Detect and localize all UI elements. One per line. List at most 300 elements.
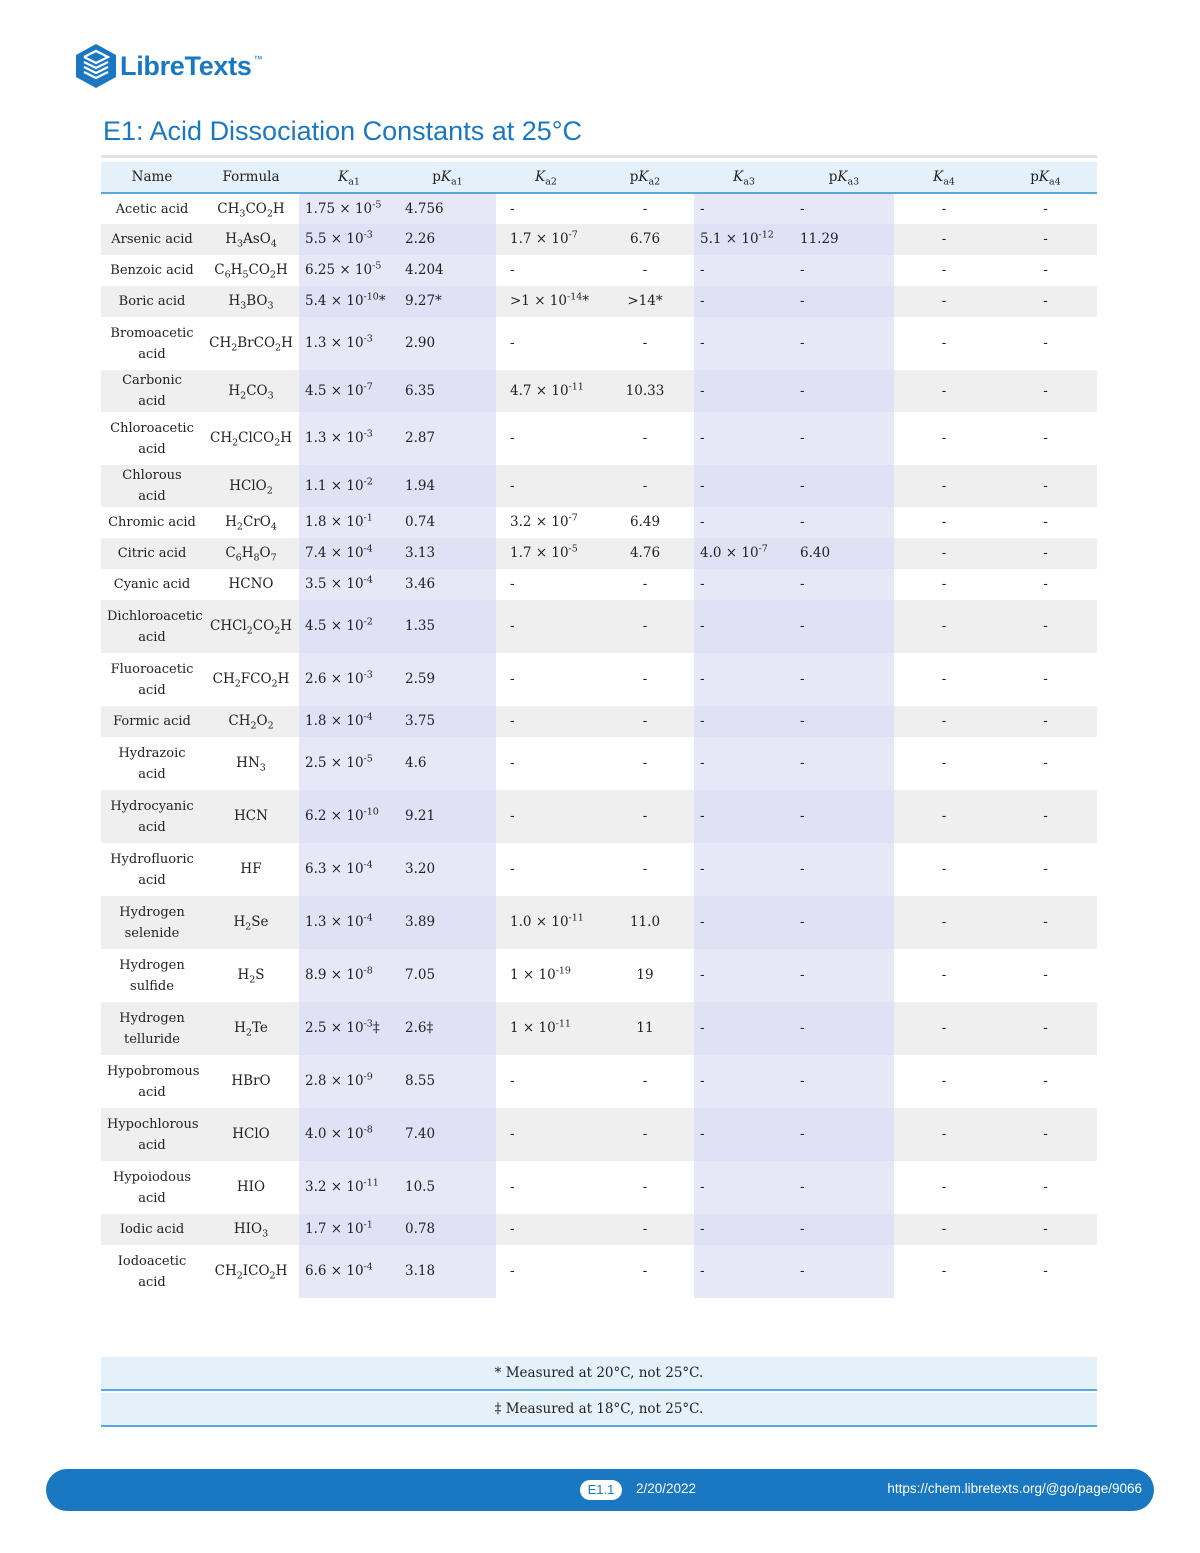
cell-ka3: -: [694, 1108, 794, 1161]
cell-pka4: -: [1043, 861, 1048, 877]
cell-pka4: -: [1043, 262, 1048, 278]
cell-formula: $CHCl_2CO_2H$: [203, 600, 299, 653]
cell-formula: $CH_2FCO_2H$: [212, 671, 290, 690]
cell-pka2: -: [596, 790, 694, 843]
cell-formula: $H_2Se$: [203, 896, 299, 949]
cell-pka1: 0.78: [399, 1214, 496, 1245]
cell-name: Acetic acid: [115, 201, 189, 217]
cell-ka4: -: [941, 576, 947, 592]
cell-pka3: -: [794, 1002, 894, 1055]
cell-ka1: $1.3 \times 10^{-3}$: [299, 412, 399, 465]
cell-pka3: -: [794, 255, 894, 286]
cell-name: Chloroacetic acid: [110, 420, 194, 457]
cell-ka4: -: [941, 755, 947, 771]
cell-pka2: -: [642, 671, 648, 687]
table-row: [101, 465, 1097, 507]
table-row: [101, 412, 1097, 465]
cell-ka3: -: [694, 569, 794, 600]
cell-ka4: -: [941, 1179, 947, 1195]
cell-ka1: $6.3 \times 10^{-4}$: [299, 843, 399, 896]
cell-ka1: $6.2 \times 10^{-10}$: [299, 790, 399, 843]
cell-pka3: -: [794, 1108, 894, 1161]
cell-name: Hydrofluoric acid: [110, 851, 194, 888]
cell-pka2: -: [642, 576, 648, 592]
cell-ka2: $1 \times 10^{-11}$: [496, 1002, 596, 1055]
cell-ka2: -: [510, 1073, 515, 1089]
cell-ka4: -: [894, 1002, 994, 1055]
cell-ka4: -: [894, 1108, 994, 1161]
table-row: [101, 1245, 1097, 1298]
cell-ka3: $5.1 \times 10^{-12}$: [694, 224, 794, 255]
cell-pka1: 7.05: [399, 949, 496, 1002]
table-row: [101, 538, 1097, 569]
cell-ka2: -: [496, 465, 596, 507]
cell-formula: HF: [240, 861, 262, 877]
cell-pka3: 11.29: [794, 224, 894, 255]
cell-pka2: -: [596, 600, 694, 653]
cell-name: Hydrocyanic acid: [101, 790, 203, 843]
table-row: [101, 600, 1097, 653]
cell-ka2: -: [510, 335, 515, 351]
cell-ka4: -: [894, 600, 994, 653]
header-formula: Formula: [203, 162, 299, 193]
cell-ka3: -: [694, 370, 794, 412]
cell-pka1: 3.20: [399, 843, 496, 896]
cell-name: Fluoroacetic acid: [110, 661, 194, 698]
cell-ka3: -: [694, 507, 794, 538]
cell-ka4: -: [894, 896, 994, 949]
cell-ka1: $1.8 \times 10^{-1}$: [299, 507, 399, 538]
cell-ka3: -: [694, 600, 794, 653]
cell-name: Hydrogen sulfide: [119, 957, 185, 994]
table-footnotes: [101, 1357, 1097, 1427]
cell-pka1: 2.87: [399, 412, 496, 465]
cell-ka3: -: [694, 706, 794, 737]
cell-ka3: -: [694, 286, 794, 317]
cell-pka2: -: [596, 706, 694, 737]
cell-pka3: -: [794, 193, 894, 224]
cell-pka4: -: [994, 896, 1097, 949]
cell-ka4: -: [894, 370, 994, 412]
cell-ka2: $>1 \times 10^{-14}*$: [496, 286, 596, 317]
cell-pka2: 6.76: [596, 224, 694, 255]
cell-pka3: -: [794, 1161, 894, 1214]
cell-ka1: $4.5 \times 10^{-7}$: [299, 370, 399, 412]
footnote-asterisk: * Measured at 20°C, not 25°C.: [101, 1357, 1097, 1391]
cell-formula: HCN: [203, 790, 299, 843]
cell-ka3: -: [694, 1002, 794, 1055]
cell-pka3: -: [794, 706, 894, 737]
cell-pka4: -: [994, 538, 1097, 569]
cell-pka4: -: [1043, 576, 1048, 592]
cell-name: Cyanic acid: [113, 577, 191, 592]
cell-pka4: -: [1043, 1073, 1048, 1089]
cell-pka3: -: [794, 412, 894, 465]
cell-ka2: -: [496, 790, 596, 843]
cell-formula: HClO$_2$: [203, 465, 299, 507]
cell-ka1: $1.3 \times 10^{-4}$: [299, 896, 399, 949]
cell-ka1: $5.5 \times 10^{-3}$: [299, 224, 399, 255]
cell-pka4: -: [1043, 335, 1048, 351]
cell-name: Benzoic acid: [110, 263, 194, 278]
cell-formula: $H_2S$: [237, 967, 265, 986]
table-row: [101, 706, 1097, 737]
cell-name: Hydrazoic acid: [118, 745, 186, 782]
cell-name: Formic acid: [101, 706, 203, 737]
cell-ka2: $1 \times 10^{-19}$: [510, 965, 571, 983]
cell-ka1: $1.8 \times 10^{-4}$: [299, 706, 399, 737]
cell-ka4: -: [894, 465, 994, 507]
cell-ka4: -: [941, 671, 947, 687]
cell-ka4: -: [894, 538, 994, 569]
cell-name: Hydrogen selenide: [101, 896, 203, 949]
header-name: Name: [101, 162, 203, 193]
cell-ka4: -: [941, 262, 947, 278]
cell-name: Chromic acid: [108, 515, 196, 530]
cell-ka4: -: [941, 335, 947, 351]
cell-ka2: -: [496, 600, 596, 653]
cell-pka4: -: [1043, 755, 1048, 771]
cell-ka1: $1.1 \times 10^{-2}$: [299, 465, 399, 507]
cell-ka2: $1.7 \times 10^{-7}$: [496, 224, 596, 255]
header-pka2: $pK_{a2}$: [596, 162, 694, 193]
cell-pka4: -: [994, 600, 1097, 653]
cell-formula: $CH_3CO_2H$: [217, 200, 285, 220]
cell-pka2: -: [642, 755, 648, 771]
cell-name: Hypobromous acid: [107, 1063, 200, 1100]
cell-ka1: $6.6 \times 10^{-4}$: [299, 1245, 399, 1298]
header-ka4: $K_{a4}$: [894, 162, 994, 193]
cell-pka2: -: [642, 1263, 648, 1279]
cell-ka3: -: [694, 653, 794, 706]
cell-pka2: -: [642, 1073, 648, 1089]
cell-formula: $H_2CO_3$: [203, 370, 299, 412]
cell-name: Iodic acid: [101, 1214, 203, 1245]
cell-ka4: -: [941, 514, 947, 530]
cell-pka4: -: [994, 465, 1097, 507]
cell-formula: $H_2CrO_4$: [225, 514, 277, 533]
cell-pka2: 6.49: [629, 514, 661, 530]
cell-ka4: -: [894, 224, 994, 255]
footer-date: 2/20/2022: [636, 1481, 697, 1496]
cell-ka2: -: [510, 671, 515, 687]
cell-name: Chlorous acid: [101, 465, 203, 507]
cell-ka2: -: [510, 1179, 515, 1195]
footnote-double-dagger: ‡ Measured at 18°C, not 25°C.: [101, 1393, 1097, 1427]
cell-name: Hypoiodous acid: [112, 1169, 191, 1206]
table-row: [101, 1055, 1097, 1108]
cell-pka3: -: [794, 653, 894, 706]
cell-pka1: 4.204: [399, 255, 496, 286]
cell-name: Iodoacetic acid: [117, 1253, 187, 1290]
cell-ka1: $1.3 \times 10^{-3}$: [299, 317, 399, 370]
table-row: [101, 317, 1097, 370]
table-row: [101, 1161, 1097, 1214]
cell-formula: HBrO: [231, 1073, 271, 1089]
table-body: [101, 193, 1097, 1298]
cell-ka4: -: [941, 1073, 947, 1089]
table-row: [101, 224, 1097, 255]
cell-ka3: -: [694, 1245, 794, 1298]
cell-pka3: -: [794, 896, 894, 949]
cell-pka1: 3.13: [399, 538, 496, 569]
cell-formula: $H_2Te$: [203, 1002, 299, 1055]
cell-pka2: -: [642, 262, 648, 278]
cell-ka3: -: [694, 896, 794, 949]
cell-pka2: 4.76: [596, 538, 694, 569]
cell-formula: $HN_3$: [236, 755, 266, 774]
cell-ka2: $3.2 \times 10^{-7}$: [510, 512, 578, 530]
cell-ka2: -: [510, 200, 515, 217]
cell-pka2: -: [642, 430, 648, 446]
cell-pka3: -: [794, 317, 894, 370]
table-row: [101, 255, 1097, 286]
table-row: [101, 653, 1097, 706]
cell-ka3: -: [694, 1214, 794, 1245]
cell-name: Hypochlorous acid: [101, 1108, 203, 1161]
cell-pka4: -: [1043, 967, 1048, 983]
cell-ka1: $4.0 \times 10^{-8}$: [299, 1108, 399, 1161]
table-header-row: [101, 162, 1097, 193]
cell-ka4: -: [894, 790, 994, 843]
cell-pka1: 9.27*: [399, 286, 496, 317]
cell-pka3: -: [794, 507, 894, 538]
cell-ka2: -: [510, 576, 515, 592]
cell-ka4: -: [941, 200, 947, 217]
cell-ka4: -: [941, 967, 947, 983]
cell-pka2: -: [596, 1108, 694, 1161]
brand-name: LibreTexts: [120, 50, 252, 81]
cell-pka4: -: [1043, 1179, 1048, 1195]
header-pka3: $pK_{a3}$: [794, 162, 894, 193]
cell-pka1: 8.55: [399, 1055, 496, 1108]
cell-name: Hydrogen telluride: [101, 1002, 203, 1055]
cell-ka2: -: [496, 706, 596, 737]
cell-ka4: -: [941, 430, 947, 446]
libretexts-logo[interactable]: [74, 40, 263, 92]
cell-pka1: 3.18: [399, 1245, 496, 1298]
cell-pka1: 7.40: [399, 1108, 496, 1161]
cell-formula: HClO: [203, 1108, 299, 1161]
cell-formula: HCNO: [228, 576, 274, 592]
cell-pka1: 6.35: [399, 370, 496, 412]
table-row: [101, 790, 1097, 843]
cell-pka1: 1.35: [399, 600, 496, 653]
cell-pka4: -: [1043, 671, 1048, 687]
cell-pka1: 2.6‡: [399, 1002, 496, 1055]
cell-pka4: -: [1043, 1263, 1048, 1279]
page-footer: [46, 1469, 1154, 1511]
libretexts-logo-icon: [74, 42, 118, 90]
cell-pka2: 11: [596, 1002, 694, 1055]
cell-formula: $C_6H_5CO_2H$: [214, 262, 288, 281]
cell-ka4: -: [894, 706, 994, 737]
cell-ka2: -: [510, 430, 515, 446]
page-title: E1: Acid Dissociation Constants at 25°C: [103, 116, 583, 146]
cell-formula: $C_6H_8O_7$: [203, 538, 299, 569]
cell-ka2: -: [496, 1108, 596, 1161]
cell-ka1: $2.8 \times 10^{-9}$: [299, 1055, 399, 1108]
title-divider: [101, 155, 1097, 158]
cell-pka3: -: [794, 370, 894, 412]
cell-pka4: -: [994, 790, 1097, 843]
cell-ka1: $3.2 \times 10^{-11}$: [299, 1161, 399, 1214]
table-row: [101, 896, 1097, 949]
table-row: [101, 737, 1097, 790]
cell-name: Carbonic acid: [101, 370, 203, 412]
cell-formula: $CH_2O_2$: [203, 706, 299, 737]
cell-pka1: 2.90: [399, 317, 496, 370]
cell-ka1: $1.75 \times 10^{-5}$: [299, 193, 399, 224]
cell-ka3: -: [694, 790, 794, 843]
cell-ka3: -: [694, 193, 794, 224]
cell-pka1: 2.59: [399, 653, 496, 706]
cell-pka1: 3.75: [399, 706, 496, 737]
cell-name: Bromoacetic acid: [110, 325, 194, 362]
cell-ka3: -: [694, 412, 794, 465]
table-row: [101, 507, 1097, 538]
cell-pka4: -: [994, 1214, 1097, 1245]
table-row: [101, 1002, 1097, 1055]
cell-ka3: -: [694, 737, 794, 790]
cell-pka4: -: [994, 1108, 1097, 1161]
cell-pka2: 19: [636, 967, 654, 983]
cell-name: Boric acid: [101, 286, 203, 317]
table-row: [101, 949, 1097, 1002]
cell-ka3: -: [694, 317, 794, 370]
table-row: [101, 569, 1097, 600]
header-ka3: $K_{a3}$: [694, 162, 794, 193]
header-ka1: $K_{a1}$: [299, 162, 399, 193]
cell-pka2: 10.33: [596, 370, 694, 412]
cell-pka1: 10.5: [399, 1161, 496, 1214]
cell-pka2: -: [642, 200, 648, 217]
cell-ka3: -: [694, 843, 794, 896]
cell-pka4: -: [994, 706, 1097, 737]
cell-ka1: $2.6 \times 10^{-3}$: [299, 653, 399, 706]
cell-pka4: -: [994, 370, 1097, 412]
cell-formula: $CH_2ClCO_2H$: [209, 430, 293, 449]
cell-ka4: -: [941, 1263, 947, 1279]
cell-pka4: -: [994, 1002, 1097, 1055]
cell-ka3: -: [694, 255, 794, 286]
cell-ka1: $1.7 \times 10^{-1}$: [299, 1214, 399, 1245]
footer-url-link[interactable]: https://chem.libretexts.org/@go/page/9066: [887, 1481, 1142, 1496]
cell-pka4: -: [994, 224, 1097, 255]
cell-pka1: 3.46: [399, 569, 496, 600]
cell-pka1: 1.94: [399, 465, 496, 507]
cell-formula: $CH_2BrCO_2H$: [209, 335, 293, 354]
table-row: [101, 1214, 1097, 1245]
cell-pka3: -: [794, 1245, 894, 1298]
cell-ka1: $6.25 \times 10^{-5}$: [299, 255, 399, 286]
cell-formula: $HIO_3$: [203, 1214, 299, 1245]
cell-pka3: -: [794, 1055, 894, 1108]
cell-pka3: -: [794, 737, 894, 790]
cell-pka3: -: [794, 286, 894, 317]
cell-pka2: -: [642, 1179, 648, 1195]
table-row: [101, 193, 1097, 224]
cell-pka4: -: [1043, 200, 1048, 217]
cell-pka2: -: [596, 1214, 694, 1245]
cell-pka1: 4.6: [399, 737, 496, 790]
cell-ka3: -: [694, 1161, 794, 1214]
table-row: [101, 286, 1097, 317]
cell-pka3: -: [794, 600, 894, 653]
cell-pka3: -: [794, 569, 894, 600]
cell-ka3: -: [694, 1055, 794, 1108]
cell-ka2: -: [510, 861, 515, 877]
cell-ka2: -: [510, 262, 515, 278]
cell-ka3: -: [694, 949, 794, 1002]
cell-ka2: -: [496, 1214, 596, 1245]
cell-ka2: $1.7 \times 10^{-5}$: [496, 538, 596, 569]
cell-formula: $H_3BO_3$: [203, 286, 299, 317]
cell-formula: $H_3AsO_4$: [203, 224, 299, 255]
cell-pka1: 4.756: [399, 193, 496, 224]
table-row: [101, 843, 1097, 896]
cell-pka3: -: [794, 843, 894, 896]
cell-pka1: 9.21: [399, 790, 496, 843]
cell-pka2: -: [596, 465, 694, 507]
page-number-badge: E1.1: [580, 1480, 622, 1500]
cell-pka4: -: [994, 286, 1097, 317]
cell-ka3: -: [694, 465, 794, 507]
cell-ka1: $3.5 \times 10^{-4}$: [299, 569, 399, 600]
cell-pka2: -: [642, 335, 648, 351]
cell-ka1: $4.5 \times 10^{-2}$: [299, 600, 399, 653]
cell-pka3: -: [794, 790, 894, 843]
cell-ka2: -: [510, 755, 515, 771]
cell-formula: $CH_2ICO_2H$: [214, 1263, 288, 1282]
cell-ka1: $5.4 \times 10^{-10}*$: [299, 286, 399, 317]
cell-pka2: >14*: [596, 286, 694, 317]
cell-ka1: $2.5 \times 10^{-5}$: [299, 737, 399, 790]
cell-ka2: $4.7 \times 10^{-11}$: [496, 370, 596, 412]
cell-name: Citric acid: [101, 538, 203, 569]
cell-pka2: 11.0: [596, 896, 694, 949]
cell-ka1: $2.5 \times 10^{-3}\ddagger$: [299, 1002, 399, 1055]
acid-constants-table: [101, 162, 1097, 1298]
cell-ka4: -: [894, 1214, 994, 1245]
table-row: [101, 1108, 1097, 1161]
header-ka2: $K_{a2}$: [496, 162, 596, 193]
cell-pka3: -: [794, 465, 894, 507]
cell-name: Arsenic acid: [101, 224, 203, 255]
cell-name: Dichloroacetic acid: [101, 600, 203, 653]
brand-trademark: ™: [253, 54, 263, 64]
cell-ka2: $1.0 \times 10^{-11}$: [496, 896, 596, 949]
table-row: [101, 370, 1097, 412]
cell-pka3: 6.40: [794, 538, 894, 569]
cell-ka4: -: [894, 286, 994, 317]
cell-pka2: -: [642, 861, 648, 877]
cell-formula: HIO: [236, 1179, 266, 1195]
cell-pka4: -: [1043, 430, 1048, 446]
header-pka1: $pK_{a1}$: [399, 162, 496, 193]
cell-ka1: $7.4 \times 10^{-4}$: [299, 538, 399, 569]
cell-pka3: -: [794, 1214, 894, 1245]
cell-ka1: $8.9 \times 10^{-8}$: [299, 949, 399, 1002]
cell-ka3: $4.0 \times 10^{-7}$: [694, 538, 794, 569]
cell-pka3: -: [794, 949, 894, 1002]
cell-pka1: 3.89: [399, 896, 496, 949]
cell-ka4: -: [941, 861, 947, 877]
header-pka4: $pK_{a4}$: [994, 162, 1097, 193]
cell-ka2: -: [510, 1263, 515, 1279]
cell-pka1: 2.26: [399, 224, 496, 255]
cell-pka1: 0.74: [399, 507, 496, 538]
